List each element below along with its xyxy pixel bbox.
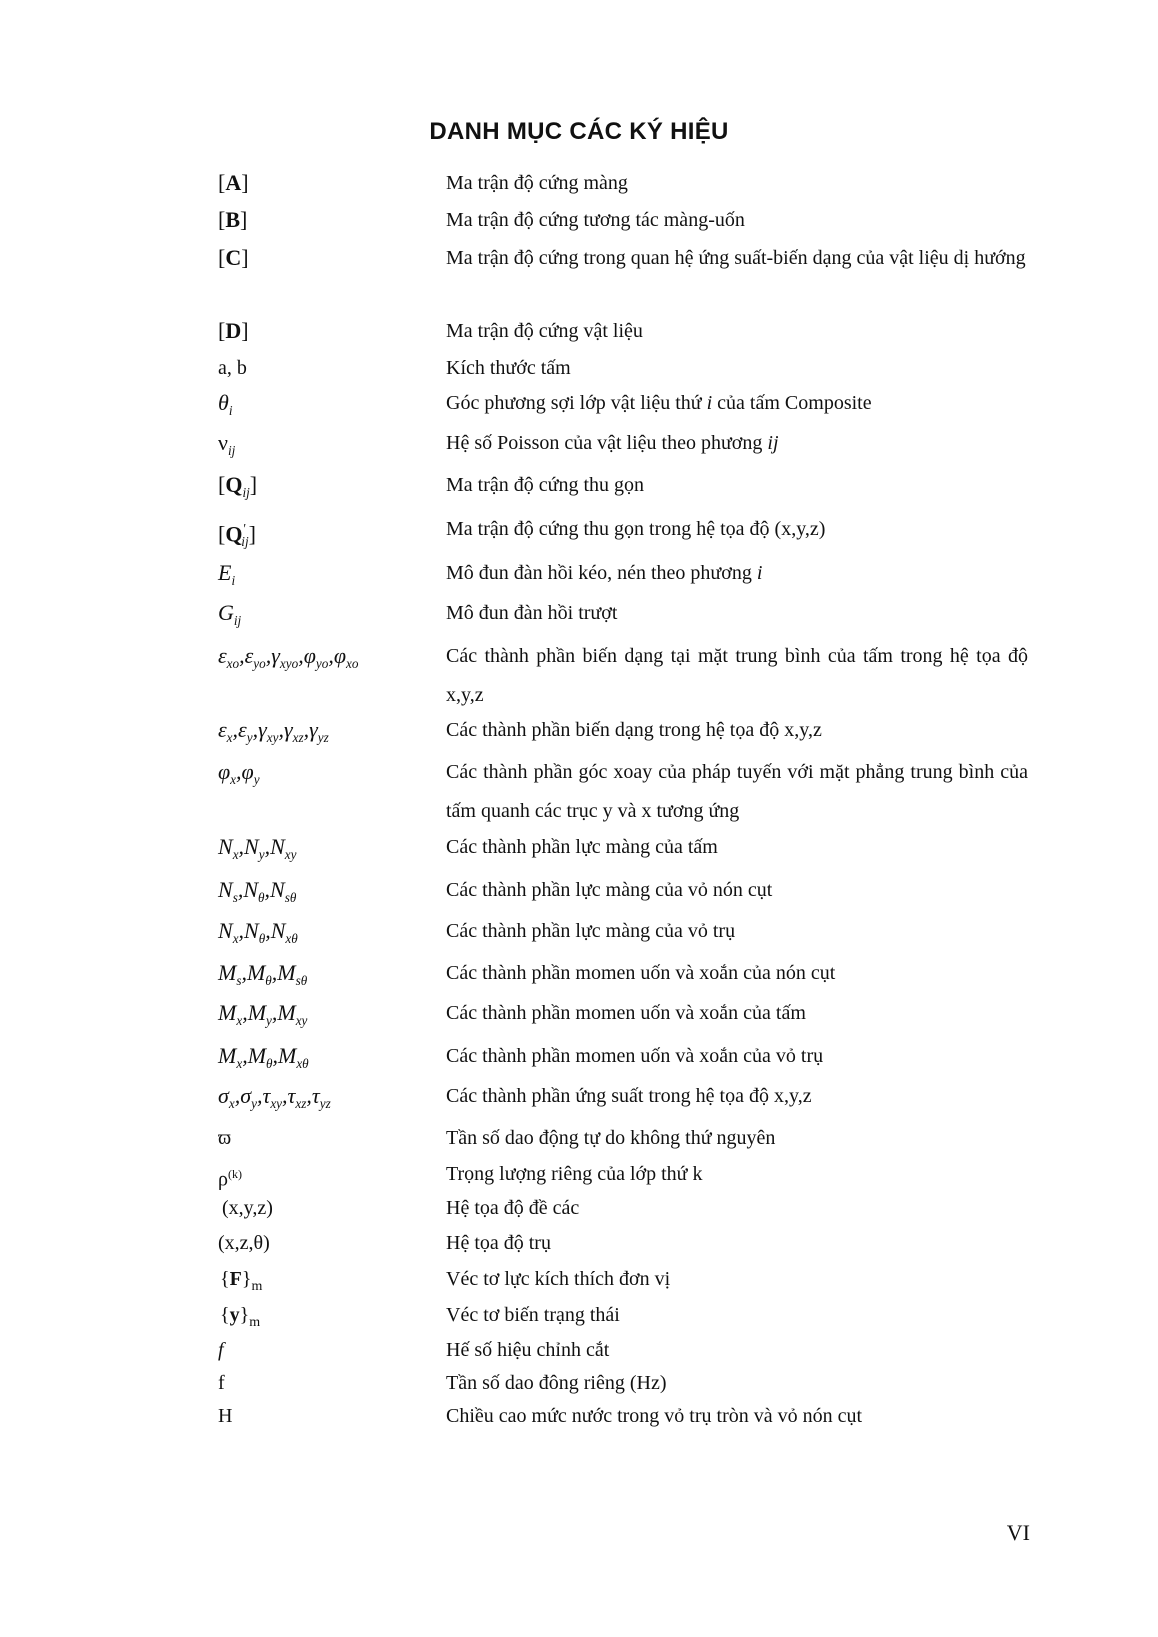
symbol-description: Chiều cao mức nước trong vỏ trụ tròn và vỏ nón cụt <box>446 1405 863 1427</box>
symbol-description: Trọng lượng riêng của lớp thứ k <box>446 1163 703 1185</box>
symbol-description: Các thành phần momen uốn và xoắn của tấm <box>446 1002 806 1024</box>
symbol-description: Tần số dao đông riêng (Hz) <box>446 1372 667 1394</box>
symbol: a, b <box>218 357 247 379</box>
symbol-description: Ma trận độ cứng màng <box>446 172 628 194</box>
symbol: $[Q_{ij}]$ <box>218 472 258 500</box>
symbol-description: Véc tơ biến trạng thái <box>446 1304 620 1326</box>
symbol: f <box>218 1339 224 1361</box>
symbol: ϖ <box>218 1127 232 1149</box>
symbol-description: Mô đun đàn hồi trượt <box>446 602 618 624</box>
symbol-description: Các thành phần momen uốn và xoắn của nón cụt <box>446 962 836 984</box>
symbol: [C] <box>218 245 249 270</box>
symbol-description: Hệ tọa độ trụ <box>446 1232 551 1254</box>
symbol: $G_{ij}$ <box>218 600 242 628</box>
symbol-description: Ma trận độ cứng thu gọn trong hệ tọa độ (x,y,z) <box>446 518 826 540</box>
symbol: $M_x,M_y,M_{xy}$ <box>218 1000 308 1028</box>
symbol: [A] <box>218 170 249 195</box>
symbol: $\sigma_x,\sigma_y,\tau_{xy},\tau_{xz},\tau_{yz}$ <box>218 1083 331 1111</box>
symbol-description: Ma trận độ cứng thu gọn <box>446 474 645 496</box>
symbol: $\rho^{(k)}$ <box>218 1167 242 1191</box>
symbol: $N_x,N_y,N_{xy}$ <box>218 834 297 862</box>
symbol: [B] <box>218 207 248 232</box>
symbol: $E_i$ <box>218 560 236 588</box>
symbol: (x,y,z) <box>222 1197 273 1219</box>
symbol: $\{y\}_m$ <box>220 1304 261 1330</box>
symbol: $\nu_{ij}$ <box>218 430 236 458</box>
symbol: $\{F\}_m$ <box>220 1268 263 1294</box>
symbol: $[Q'_{ij}]$ <box>218 521 256 550</box>
symbol-description: Hế số hiệu chỉnh cắt <box>446 1339 610 1361</box>
symbol: $\varepsilon_x,\varepsilon_y,\gamma_{xy},\gamma_{xz},\gamma_{yz}$ <box>218 717 329 745</box>
symbol: $\varphi_x,\varphi_y$ <box>218 759 260 787</box>
symbol-description: Các thành phần lực màng của vỏ nón cụt <box>446 879 773 901</box>
symbol: (x,z,θ) <box>218 1232 270 1254</box>
symbol-description: Kích thước tấm <box>446 357 571 379</box>
symbol-description: Góc phương sợi lớp vật liệu thứ i của tấm Composite <box>446 392 872 414</box>
symbol-description: Các thành phần ứng suất trong hệ tọa độ x,y,z <box>446 1085 812 1107</box>
symbol-description: Các thành phần biến dạng tại mặt trung bình của tấm trong hệ tọa độ x,y,z <box>446 645 1028 706</box>
page-title: DANH MỤC CÁC KÝ HIỆU <box>429 118 729 145</box>
symbol-description: Các thành phần biến dạng trong hệ tọa độ x,y,z <box>446 719 822 741</box>
symbol-description: Các thành phần momen uốn và xoắn của vỏ trụ <box>446 1045 824 1067</box>
symbol-description: Ma trận độ cứng trong quan hệ ứng suất-biến dạng của vật liệu dị hướng <box>446 247 1026 269</box>
symbol: H <box>218 1405 233 1427</box>
symbol: f <box>218 1372 225 1394</box>
symbol-description: Các thành phần lực màng của vỏ trụ <box>446 920 736 942</box>
symbol-description: Mô đun đàn hồi kéo, nén theo phương i <box>446 562 763 584</box>
symbol: $M_s,M_\theta,M_{s\theta}$ <box>218 960 308 988</box>
symbol-description: Hệ số Poisson của vật liệu theo phương ij <box>446 432 779 454</box>
symbol: $\theta_i$ <box>218 390 233 418</box>
symbol-description: Tần số dao động tự do không thứ nguyên <box>446 1127 776 1149</box>
symbol: $\varepsilon_{xo},\varepsilon_{yo},\gamma_{xyo},\varphi_{yo},\varphi_{xo}$ <box>218 643 359 671</box>
symbol: $N_x,N_\theta,N_{x\theta}$ <box>218 918 298 946</box>
symbol-description: Véc tơ lực kích thích đơn vị <box>446 1268 671 1290</box>
symbol-description: Các thành phần lực màng của tấm <box>446 836 718 858</box>
symbol-description: Các thành phần góc xoay của pháp tuyến với mặt phẳng trung bình của tấm quanh các trục y và x tương ứng <box>446 761 1028 822</box>
page-number: VI <box>1006 1520 1030 1545</box>
symbol-description: Ma trận độ cứng tương tác màng-uốn <box>446 209 745 231</box>
symbol: $N_s,N_\theta,N_{s\theta}$ <box>218 877 297 905</box>
symbol: [D] <box>218 318 249 343</box>
symbol-description: Ma trận độ cứng vật liệu <box>446 320 643 342</box>
symbol-description: Hệ tọa độ đề các <box>446 1197 580 1219</box>
symbol: $M_x,M_\theta,M_{x\theta}$ <box>218 1043 309 1071</box>
